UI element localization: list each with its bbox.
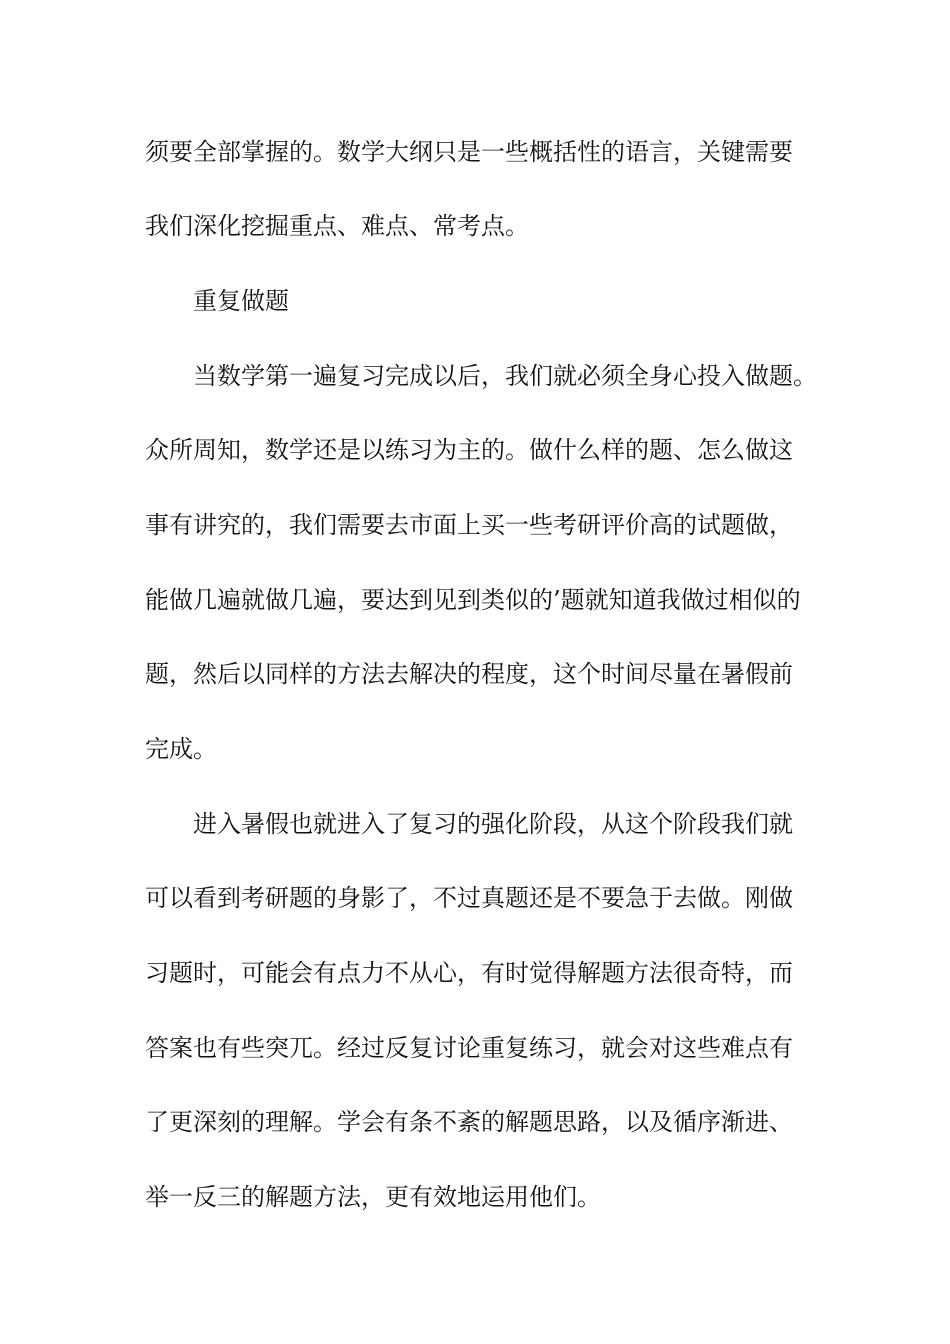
text-line: 须要全部掌握的。数学大纲只是一些概括性的语言，关键需要 — [145, 138, 793, 166]
text-line: 进入暑假也就进入了复习的强化阶段，从这个阶段我们就 — [193, 810, 793, 838]
text-line: 我们深化挖掘重点、难点、常考点。 — [145, 212, 529, 240]
text-line: 能做几遍就做几遍，要达到见到类似的’题就知道我做过相似的 — [145, 586, 801, 614]
text-line: 完成。 — [145, 735, 217, 763]
text-line: 习题时，可能会有点力不从心，有时觉得解题方法很奇特，而 — [145, 959, 793, 987]
section-heading: 重复做题 — [193, 287, 289, 315]
text-line: 当数学第一遍复习完成以后，我们就必须全身心投入做题。 — [193, 362, 817, 390]
text-line: 举一反三的解题方法，更有效地运用他们。 — [145, 1183, 601, 1211]
text-line: 众所周知，数学还是以练习为主的。做什么样的题、怎么做这 — [145, 436, 793, 464]
text-line: 可以看到考研题的身影了，不过真题还是不要急于去做。刚做 — [145, 884, 793, 912]
text-line: 了更深刻的理解。学会有条不紊的解题思路，以及循序渐进、 — [145, 1108, 793, 1136]
text-line: 答案也有些突兀。经过反复讨论重复练习，就会对这些难点有 — [145, 1034, 793, 1062]
text-line: 事有讲究的，我们需要去市面上买一些考研评价高的试题做， — [145, 511, 793, 539]
text-line: 题，然后以同样的方法去解决的程度，这个时间尽量在暑假前 — [145, 660, 793, 688]
